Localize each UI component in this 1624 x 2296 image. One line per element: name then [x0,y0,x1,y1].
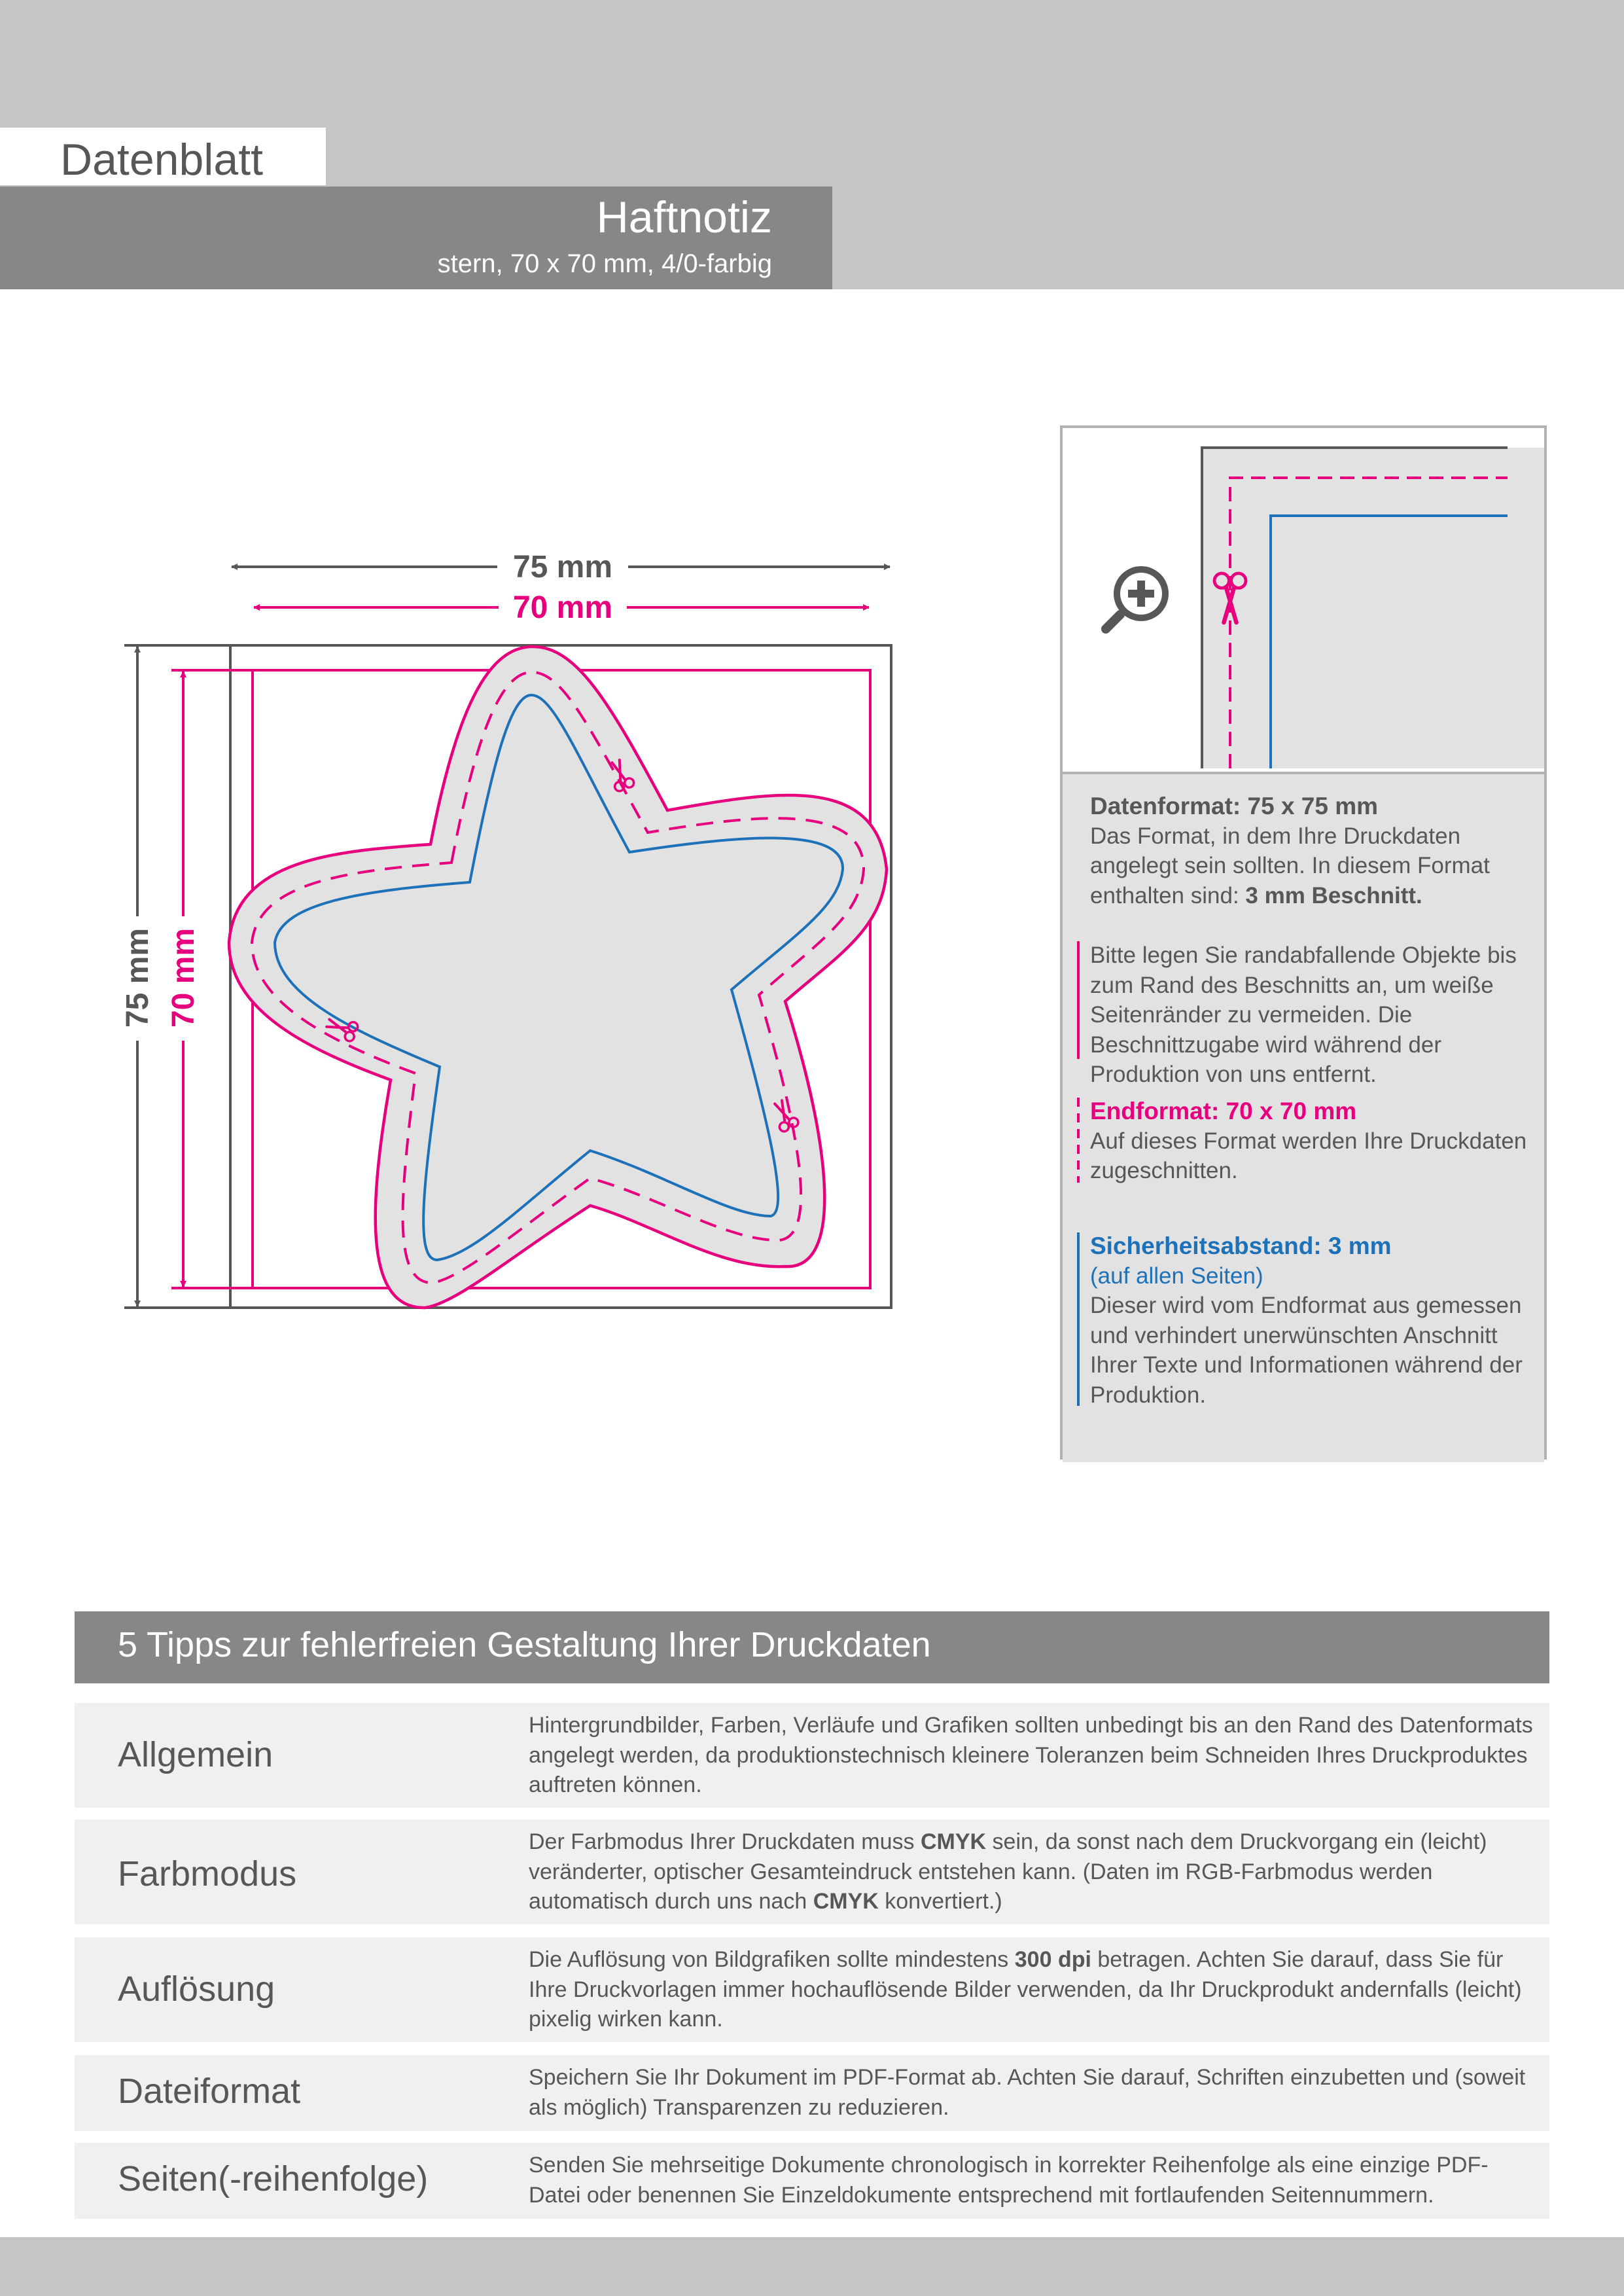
tip-text: Die Auflösung von Bildgrafiken sollte mindestens 300 dpi betragen. Achten Sie darauf, dass Sie für Ihre Druckvorlagen immer hochauflösende Bilder verwenden, da Ihr Druckprodukt andernfalls (leicht) pixelig wirken kann. [529,1947,1522,2032]
sicherheit-title: Sicherheitsabstand: 3 mm [1090,1232,1392,1259]
endformat-text: Auf dieses Format werden Ihre Druckdaten zugeschnitten. [1090,1128,1527,1183]
beschnitt-note: Bitte legen Sie randabfallende Objekte bis zum Rand des Beschnitts an, um weiße Seitenränder zu vermeiden. Die Beschnittzugabe wird während der Produktion von uns entfernt. [1090,942,1517,1087]
tip-text: Speichern Sie Ihr Dokument im PDF-Format ab. Achten Sie darauf, Schriften einzubetten und (soweit als möglich) Transparenzen zu reduzieren. [529,2065,1526,2120]
datenformat-text: Das Format, in dem Ihre Druckdaten angelegt sein sollten. In diesem Format enthalten sind: [1090,823,1490,908]
product-title: Haftnotiz [596,192,772,242]
legend-lower [1063,772,1544,1462]
dim-label-height-70: 70 mm [166,927,201,1028]
dim-label-width-75: 75 mm [512,550,613,584]
legend-box [1060,425,1547,1460]
tip-text: Senden Sie mehrseitige Dokumente chronologisch in korrekter Reihenfolge als eine einzige PDF-Datei oder benennen Sie Einzeldokumente entsprechend mit fortlaufenden Seitennummern. [529,2153,1489,2208]
magnifier-plus-icon [1106,566,1169,629]
bleed-star-shape [229,647,887,1308]
tip-label: Allgemein [118,1735,274,1774]
tip-label: Auflösung [118,1969,275,2009]
sicherheit-bar [1077,1232,1080,1406]
tip-text: Hintergrundbilder, Farben, Verläufe und Grafiken sollten unbedingt bis an den Rand des Datenformats angelegt werden, da produktionstechnisch kleinere Toleranzen beim Schneiden Ihres Druckproduktes auftreten können. [529,1713,1533,1797]
tip-label: Farbmodus [118,1854,297,1893]
datenformat-bold: 3 mm Beschnitt. [1245,882,1422,908]
tip-row-seiten [75,2143,1549,2219]
tip-row-farbmodus [75,1820,1549,1924]
endformat-block [1090,1096,1535,1186]
tip-label: Seiten(-reihenfolge) [118,2159,429,2198]
tip-text: Der Farbmodus Ihrer Druckdaten muss CMYK sein, da sonst nach dem Druckvorgang ein (leicht) veränderter, optischer Gesamteindruck entstehen kann. (Daten im RGB-Farbmodus werden automatisch durch uns nach CMYK konvertiert.) [529,1829,1487,1914]
sicherheit-block [1090,1231,1535,1410]
beschnitt-bar [1077,941,1080,1059]
datenformat-block [1090,791,1535,910]
datenformat-title: Datenformat: 75 x 75 mm [1090,793,1379,819]
sicherheit-text: Dieser wird vom Endformat aus gemessen und verhindert unerwünschten Anschnitt Ihrer Texte und Informationen während der Produktion. [1090,1293,1523,1408]
dim-label-height-75: 75 mm [120,927,155,1028]
product-subtitle: stern, 70 x 70 mm, 4/0-farbig [437,249,772,278]
dim-label-width-70: 70 mm [512,590,613,625]
endformat-title: Endformat: 70 x 70 mm [1090,1098,1357,1124]
tip-row-allgemein [75,1703,1549,1808]
endformat-bar [1077,1098,1080,1183]
tips-header [75,1611,1549,1683]
tips-title: 5 Tipps zur fehlerfreien Gestaltung Ihrer Druckdaten [118,1625,931,1664]
zoom-detail [1063,428,1544,768]
bottom-band [0,2237,1624,2296]
tip-row-dateiformat [75,2055,1549,2131]
sicherheit-subtitle: (auf allen Seiten) [1090,1263,1263,1289]
tip-label: Dateiformat [118,2072,301,2111]
tip-row-aufloesung [75,1937,1549,2042]
doc-label: Datenblatt [60,135,263,185]
